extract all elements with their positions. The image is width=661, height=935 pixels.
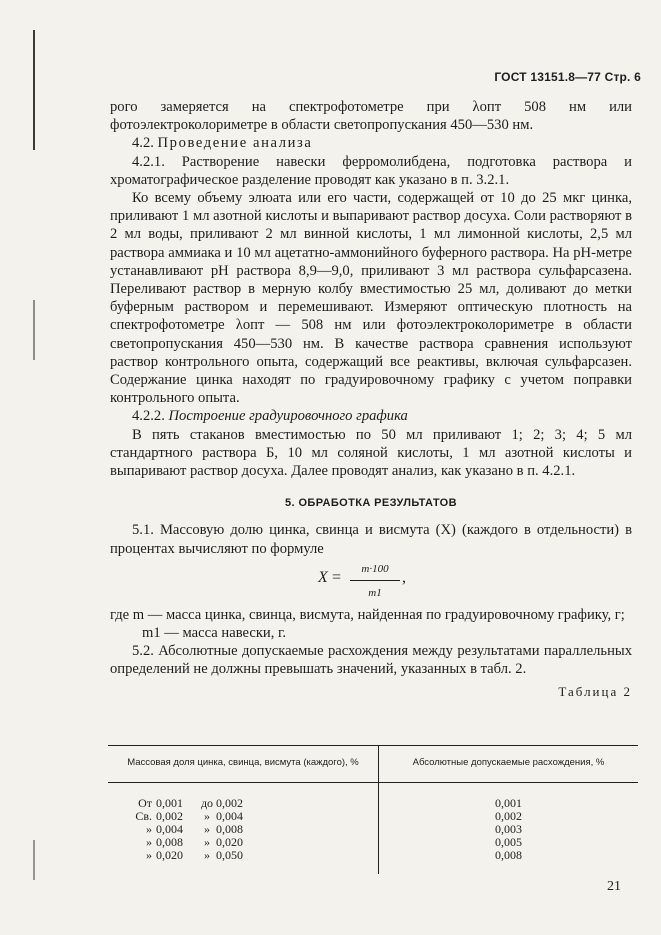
table-header-row <box>108 746 638 783</box>
tolerance-table <box>108 745 638 874</box>
range-prefix: » <box>146 822 152 836</box>
range-mid: до <box>200 796 214 810</box>
page-number: 21 <box>607 879 621 894</box>
scan-edge-line <box>33 300 35 360</box>
tolerance-cell: 0,001 <box>495 796 522 810</box>
document-body <box>110 98 632 701</box>
section-number: 4.2.2. <box>132 408 165 425</box>
range-mid: » <box>204 809 210 823</box>
scan-edge-line <box>33 30 35 150</box>
column-header-content: Массовая доля цинка, свинца, висмута (каждого), % <box>108 746 379 783</box>
range-to: 0,020 <box>216 835 243 849</box>
table-row <box>108 849 638 874</box>
section-number: 4.2. <box>132 135 154 152</box>
definition-m: где m — масса цинка, свинца, висмута, найденная по градуировочному графику, г; <box>110 606 625 623</box>
range-cell <box>108 783 379 811</box>
formula-denominator: m1 <box>368 587 382 600</box>
formula-equals: = <box>332 568 342 586</box>
range-cell <box>108 849 379 874</box>
tolerance-cell: 0,002 <box>495 809 522 823</box>
table-row <box>108 783 638 811</box>
range-content <box>108 849 378 862</box>
section-title: Проведение анализа <box>157 135 313 152</box>
range-from: 0,004 <box>156 822 183 836</box>
formula-lhs: X <box>318 568 328 586</box>
paragraph-continuation: рого замеряется на спектрофотометре при λопт 508 нм или фотоэлектроколориметре в области светопропускания 450—530 нм. <box>110 99 632 134</box>
range-to: 0,008 <box>216 822 243 836</box>
range-from: 0,008 <box>156 835 183 849</box>
paragraph-5-1: 5.1. Массовую долю цинка, свинца и висмута (X) (каждого в отдельности) в процентах вычисляют по формуле <box>110 522 632 557</box>
range-prefix: От <box>138 796 152 810</box>
range-from: 0,020 <box>156 848 183 862</box>
range-from: 0,001 <box>156 796 183 810</box>
table-row <box>108 836 638 849</box>
table-caption: Таблица 2 <box>558 683 632 699</box>
table-row <box>108 810 638 823</box>
range-prefix: » <box>146 835 152 849</box>
range-mid: » <box>204 835 210 849</box>
range-prefix: Св. <box>135 809 152 823</box>
section-heading-5: 5. ОБРАБОТКА РЕЗУЛЬТАТОВ <box>285 497 457 510</box>
fraction-bar <box>350 580 400 581</box>
paragraph-4-2-2: В пять стаканов вместимостью по 50 мл приливают 1; 2; 3; 4; 5 мл стандартного раствора Б, 10 мл соляной кислоты, 1 мл азотной кислоты и выпаривают раствор досуха. Далее проводят анализ, как указано в п. 4.2.1. <box>110 426 632 480</box>
tolerance-cell: 0,005 <box>495 835 522 849</box>
table-row <box>108 823 638 836</box>
paragraph-procedure: Ко всему объему элюата или его части, содержащей от 10 до 25 мкг цинка, приливают 1 мл азотной кислоты и выпаривают раствор досуха. Соли растворяют в 2 мл воды, приливают 2 мл винной кислоты, 1 мл лимонной кислоты, 2,5 мл раствора аммиака и 10 мл ацетатно-аммонийного буферного раствора. На pH-метре устанавливают pH раствора 8,9—9,0, приливают 3 мл раствора сульфарсазена. Переливают раствор в мерную колбу вместимостью 25 мл, доливают до метки буферным раствором и перемешивают. Измеряют оптическую плотность на спектрофотометре λопт — 508 нм или фотоэлектроколориметре в области светопропускания 450—530 нм. В качестве раствора сравнения используют раствор контрольного опыта, содержащий все реактивы, включая сульфарсазен. Содержание цинка находят по градуировочному графику с учетом поправки контрольного опыта. <box>110 190 632 407</box>
range-prefix: » <box>146 848 152 862</box>
range-mid: » <box>204 822 210 836</box>
formula-fraction <box>350 560 400 602</box>
paragraph-4-2-1: 4.2.1. Растворение навески ферромолибдена, подготовка раствора и хроматографическое разделение проводят как указано в п. 3.2.1. <box>110 153 632 188</box>
formula-numerator: m·100 <box>361 562 389 575</box>
section-title: Построение градуировочного графика <box>168 408 408 425</box>
section-heading-4-2-2 <box>110 407 632 425</box>
tolerance-cell: 0,008 <box>495 848 522 862</box>
paragraph-5-2: 5.2. Абсолютные допускаемые расхождения между результатами параллельных определений не должны превышать значений, указанных в табл. 2. <box>110 643 632 678</box>
tolerance-cell: 0,003 <box>495 822 522 836</box>
range-mid: » <box>204 848 210 862</box>
range-to: 0,050 <box>216 848 243 862</box>
scan-edge-line <box>33 840 35 880</box>
definition-m1: m1 — масса навески, г. <box>142 625 287 642</box>
range-from: 0,002 <box>156 809 183 823</box>
running-header: ГОСТ 13151.8—77 Стр. 6 <box>494 70 641 84</box>
range-to: 0,004 <box>216 809 243 823</box>
section-heading-4-2 <box>110 134 632 152</box>
range-to: 0,002 <box>216 796 243 810</box>
column-header-tolerance: Абсолютные допускаемые расхождения, % <box>379 746 639 783</box>
formula-comma: , <box>402 568 406 586</box>
formula <box>110 560 632 604</box>
